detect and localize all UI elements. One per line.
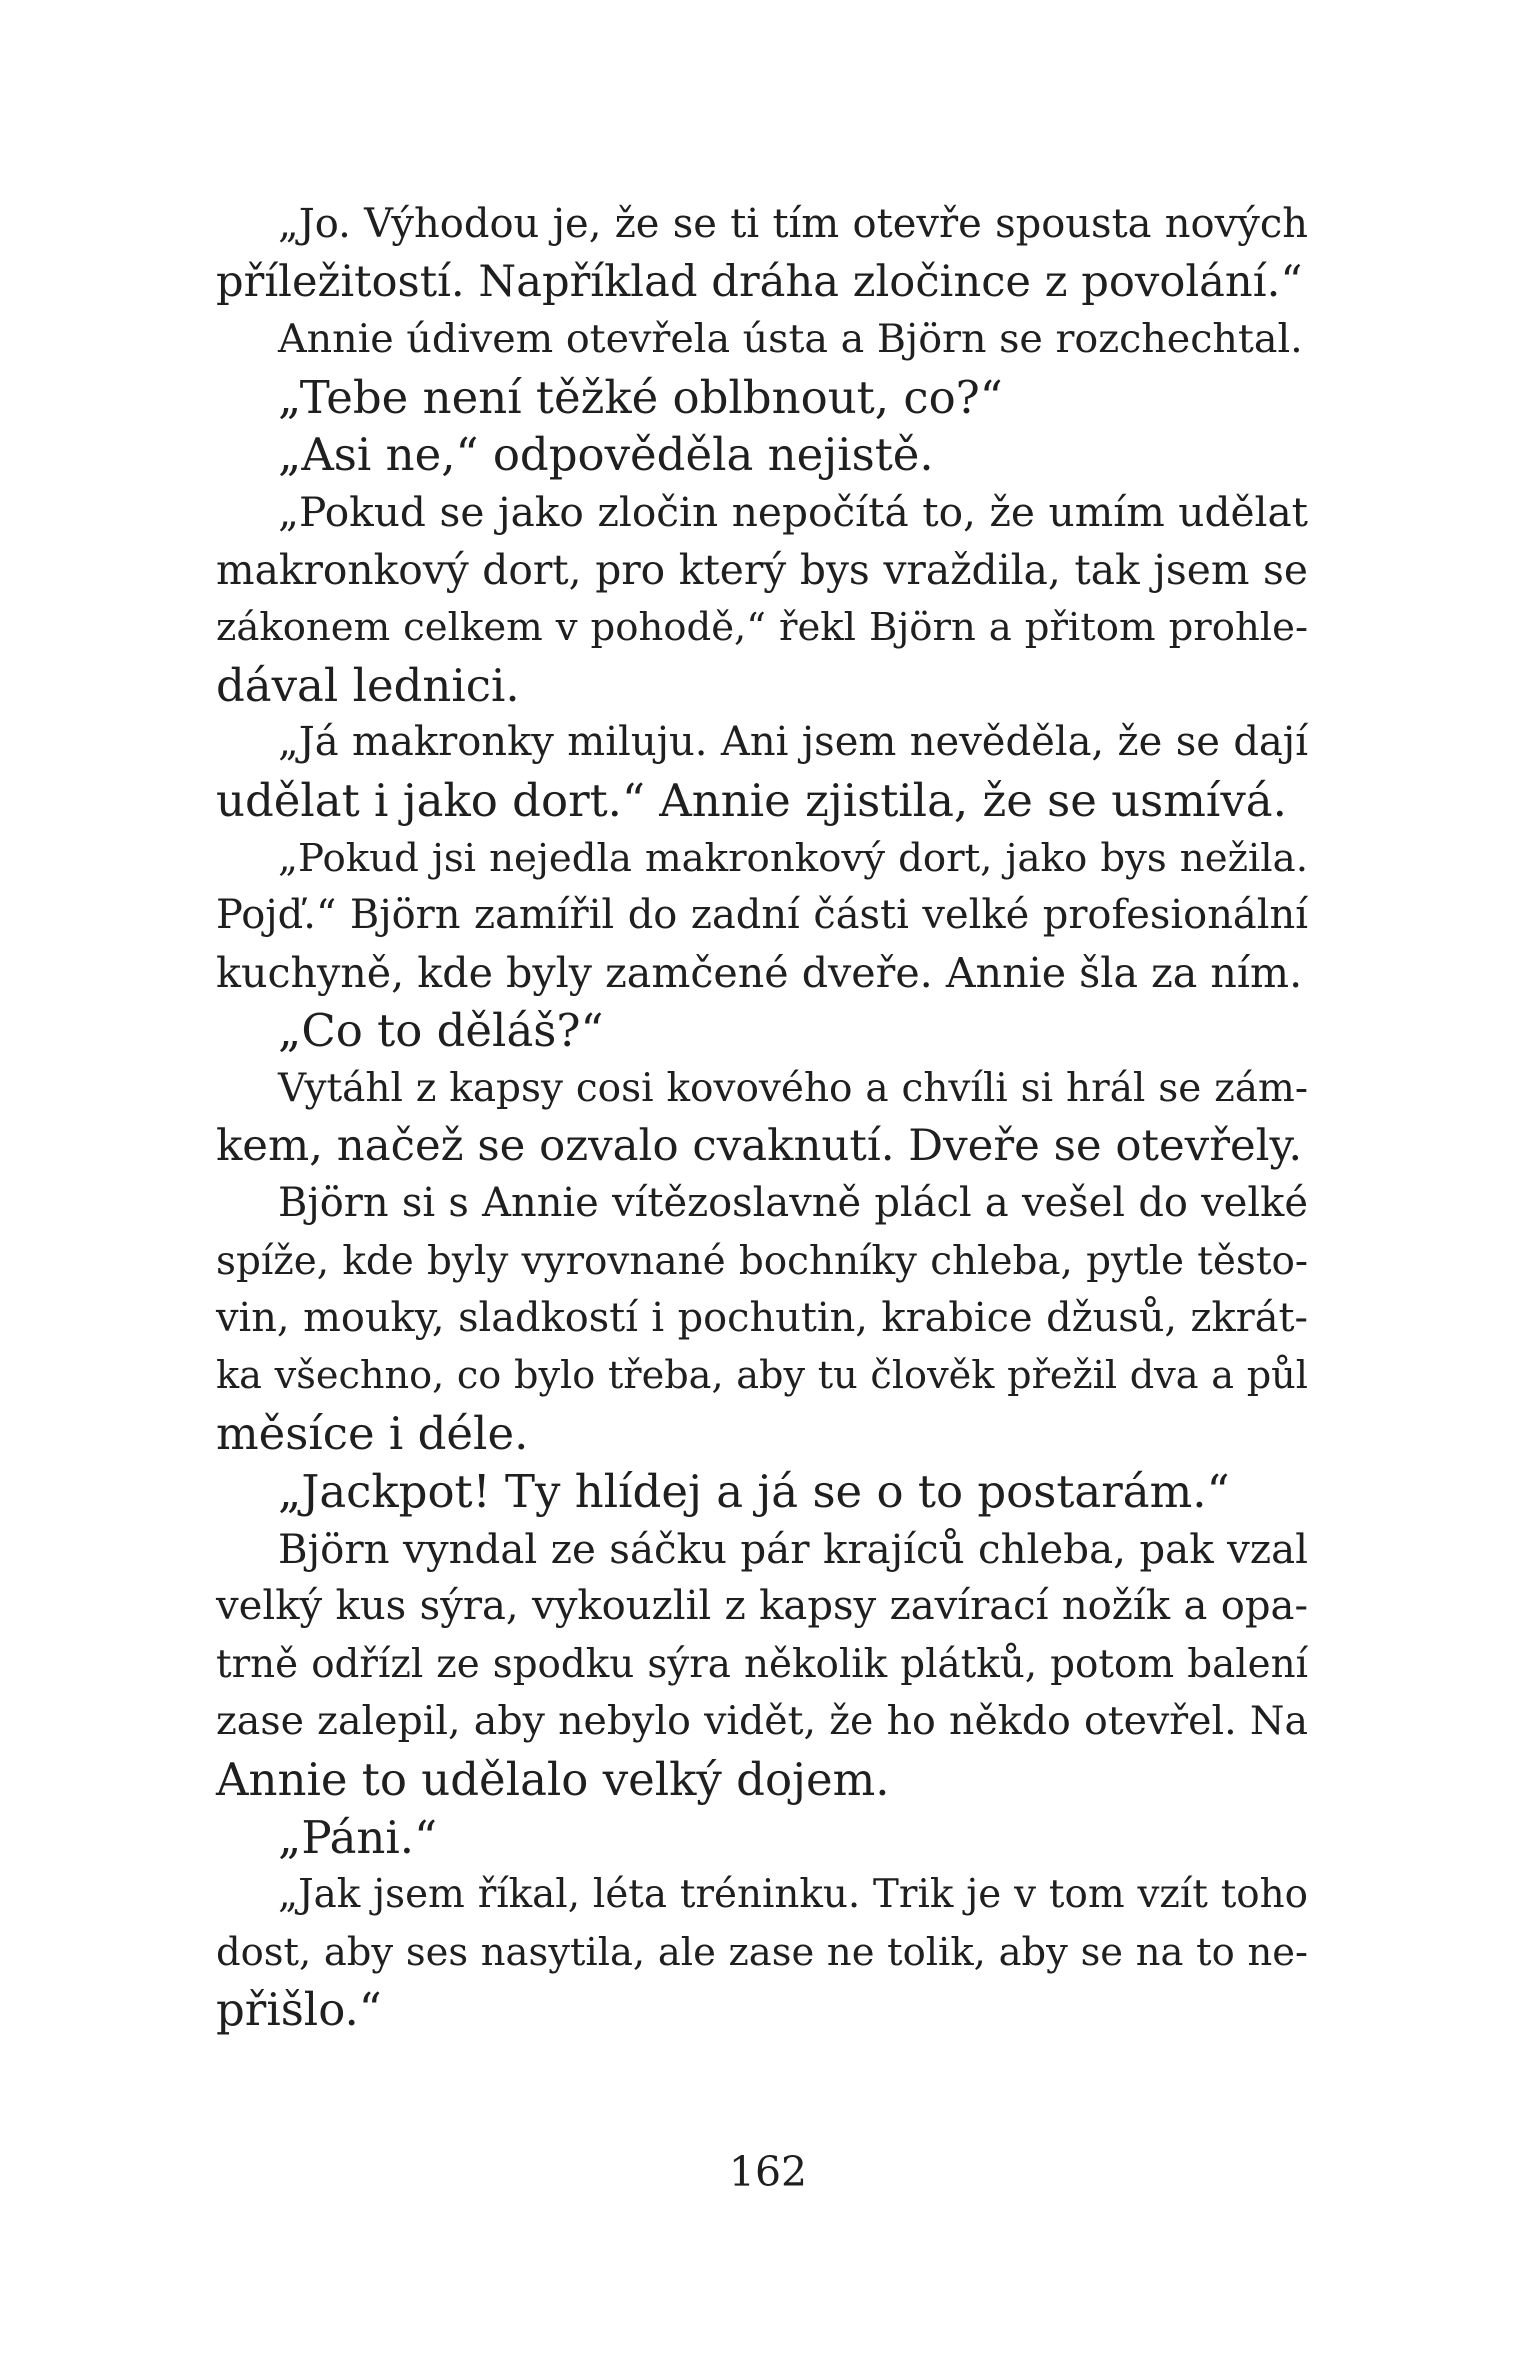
text-line: Björn vyndal ze sáčku pár krajíců chleba, pak vzal xyxy=(278,1525,1308,1573)
page-number: 162 xyxy=(728,2148,808,2196)
text-line: kem, načež se ozvalo cvaknutí. Dveře se otevřely. xyxy=(216,1120,1303,1171)
text-line: „Tebe není těžké oblbnout, co?“ xyxy=(278,370,1003,424)
text-line: Pojď.“ Björn zamířil do zadní části velké profesionální xyxy=(216,892,1308,939)
text-line: Björn si s Annie vítězoslavně plácl a vešel do velké xyxy=(278,1180,1308,1227)
text-line: trně odřízl ze spodku sýra několik plátků, potom balení xyxy=(216,1641,1308,1687)
text-line: dával lednici. xyxy=(216,658,520,712)
text-line: „Jak jsem říkal, léta tréninku. Trik je v tom vzít toho xyxy=(278,1872,1308,1918)
text-line: Annie údivem otevřela ústa a Björn se rozchechtal. xyxy=(278,316,1303,363)
text-line: spíže, kde byly vyrovnané bochníky chleba, pytle těsto- xyxy=(216,1238,1308,1284)
text-line: příležitostí. Například dráha zločince z povolání.“ xyxy=(216,256,1303,307)
text-line: „Pokud jsi nejedla makronkový dort, jako bys nežila. xyxy=(278,835,1308,881)
text-line: ka všechno, co bylo třeba, aby tu člověk přežil dva a půl xyxy=(216,1353,1308,1398)
text-line: velký kus sýra, vykouzlil z kapsy zavírací nožík a opa- xyxy=(216,1583,1308,1630)
text-line: makronkový dort, pro který bys vraždila, tak jsem se xyxy=(216,545,1308,594)
text-line: „Já makronky miluju. Ani jsem nevěděla, že se dají xyxy=(278,719,1308,766)
text-line: přišlo.“ xyxy=(216,1983,382,2037)
text-line: Annie to udělalo velký dojem. xyxy=(216,1753,890,1807)
text-line: „Co to děláš?“ xyxy=(278,1004,604,1058)
text-line: udělat i jako dort.“ Annie zjistila, že se usmívá. xyxy=(216,773,1287,827)
text-line: „Jackpot! Ty hlídej a já se o to postarám.“ xyxy=(278,1465,1230,1519)
text-line: „Jo. Výhodou je, že se ti tím otevře spousta nových xyxy=(278,201,1308,247)
text-line: „Asi ne,“ odpověděla nejistě. xyxy=(278,428,934,482)
text-line: kuchyně, kde byly zamčené dveře. Annie šla za ním. xyxy=(216,948,1303,997)
text-line: „Pokud se jako zločin nepočítá to, že umím udělat xyxy=(278,487,1308,536)
text-line: Vytáhl z kapsy cosi kovového a chvíli si hrál se zám- xyxy=(278,1065,1308,1111)
text-line: zase zalepil, aby nebylo vidět, že ho někdo otevřel. Na xyxy=(216,1698,1308,1745)
body-text xyxy=(216,196,1308,2039)
text-line: zákonem celkem v pohodě,“ řekl Björn a přitom prohle- xyxy=(216,605,1308,651)
text-line: „Páni.“ xyxy=(278,1810,438,1864)
text-line: dost, aby ses nasytila, ale zase ne tolik, aby se na to ne- xyxy=(216,1929,1308,1975)
text-line: vin, mouky, sladkostí i pochutin, krabice džusů, zkrát- xyxy=(216,1295,1308,1342)
text-line: měsíce i déle. xyxy=(216,1407,529,1461)
